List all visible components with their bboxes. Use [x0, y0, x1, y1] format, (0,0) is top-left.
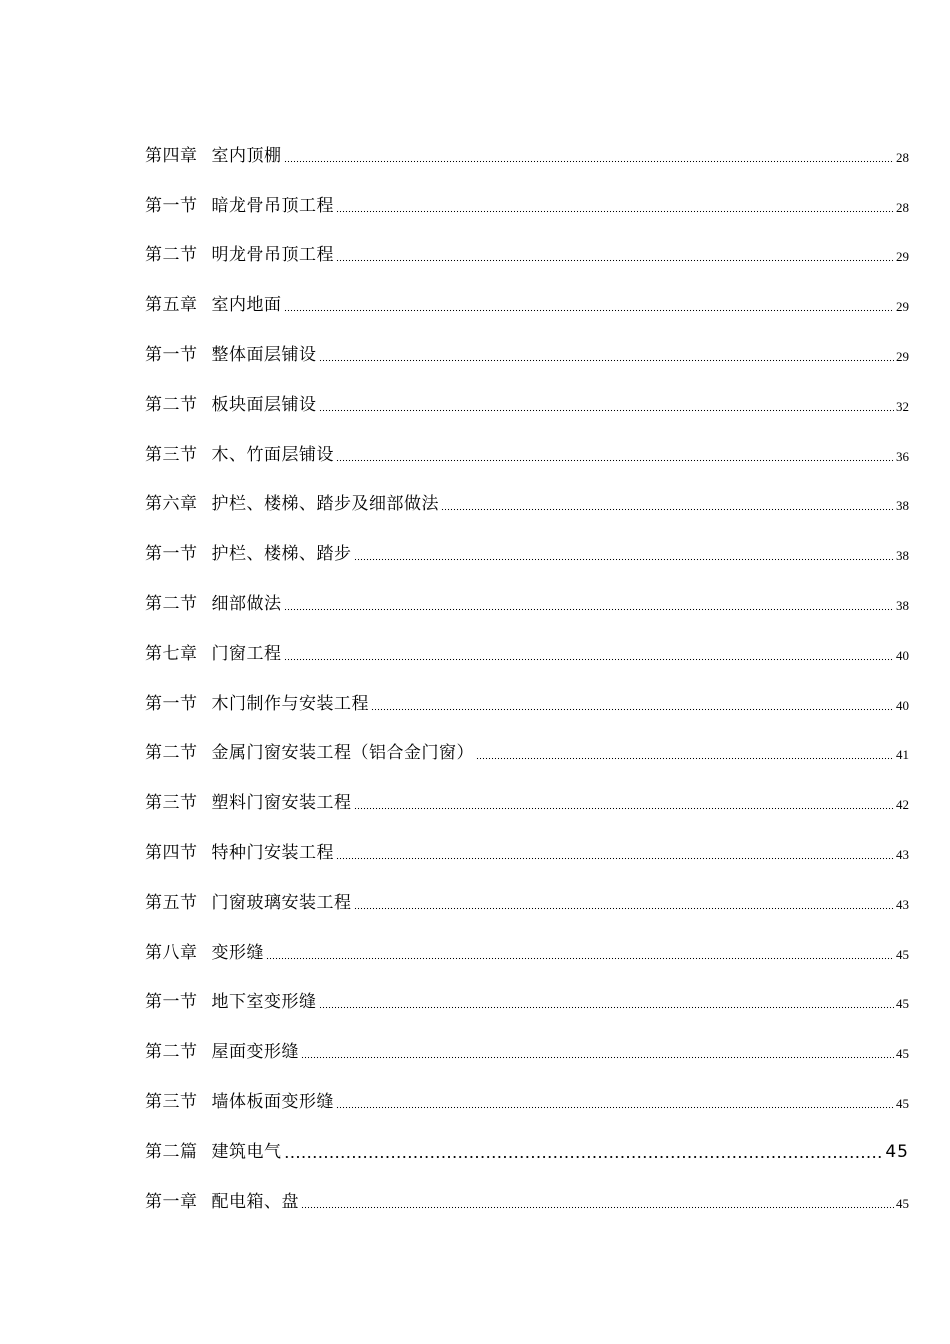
toc-entry-page: 38 — [896, 597, 909, 613]
toc-dot-leader — [476, 757, 894, 760]
toc-entry-page: 28 — [896, 149, 909, 165]
toc-entry-number: 第七章 — [145, 643, 198, 664]
toc-entry[interactable] — [145, 386, 909, 436]
toc-dot-leader — [336, 259, 894, 262]
toc-entry[interactable] — [145, 486, 909, 536]
toc-entry-title: 室内顶棚 — [211, 145, 282, 166]
toc-entry-page: 42 — [896, 797, 909, 813]
toc-dot-leader — [441, 508, 894, 511]
toc-entry-title: 板块面层铺设 — [211, 394, 317, 415]
table-of-contents — [145, 137, 909, 1233]
toc-entry-title: 护栏、楼梯、踏步 — [211, 544, 352, 565]
toc-entry[interactable] — [145, 436, 909, 486]
toc-entry-page: 45 — [896, 1046, 909, 1062]
toc-entry-number: 第一节 — [145, 693, 198, 714]
toc-entry-title: 屋面变形缝 — [211, 1042, 299, 1063]
toc-entry-number: 第一节 — [145, 195, 198, 216]
toc-dot-leader — [371, 708, 894, 711]
toc-dot-leader — [301, 1056, 894, 1059]
toc-dot-leader — [336, 857, 894, 860]
toc-entry-title: 建筑电气 — [211, 1141, 282, 1162]
toc-entry-title: 变形缝 — [211, 942, 264, 963]
toc-entry-page: 38 — [896, 548, 909, 564]
toc-entry-title: 墙体板面变形缝 — [211, 1091, 334, 1112]
toc-entry-title: 整体面层铺设 — [211, 344, 317, 365]
toc-entry-number: 第五节 — [145, 892, 198, 913]
toc-entry-page: 43 — [896, 846, 909, 862]
toc-dot-leader — [284, 309, 895, 312]
toc-entry[interactable] — [145, 187, 909, 237]
toc-entry-page: 38 — [896, 498, 909, 514]
toc-entry[interactable] — [145, 784, 909, 834]
toc-entry-page: 40 — [896, 647, 909, 663]
toc-entry[interactable] — [145, 934, 909, 984]
toc-entry-page: 45 — [896, 996, 909, 1012]
toc-entry-title: 明龙骨吊顶工程 — [211, 245, 334, 266]
toc-entry-page: 29 — [896, 299, 909, 315]
toc-entry-number: 第二节 — [145, 245, 198, 266]
toc-entry-title: 室内地面 — [211, 295, 282, 316]
toc-entry-part[interactable] — [145, 1133, 909, 1183]
toc-entry-number: 第四章 — [145, 145, 198, 166]
toc-dot-leader — [354, 907, 895, 910]
toc-entry-number: 第三节 — [145, 444, 198, 465]
toc-entry-page: 28 — [896, 199, 909, 215]
toc-dot-leader — [336, 459, 894, 462]
toc-entry-number: 第一节 — [145, 992, 198, 1013]
toc-entry-title: 木、竹面层铺设 — [211, 444, 334, 465]
toc-entry-title: 金属门窗安装工程（铝合金门窗） — [211, 743, 474, 764]
toc-dot-leader — [284, 658, 895, 661]
toc-entry-number: 第五章 — [145, 295, 198, 316]
toc-entry-number: 第二节 — [145, 743, 198, 764]
toc-entry-page: 36 — [896, 448, 909, 464]
toc-dot-leader — [336, 1106, 894, 1109]
toc-entry-page: 45 — [896, 946, 909, 962]
toc-entry-number: 第二节 — [145, 394, 198, 415]
toc-entry[interactable] — [145, 237, 909, 287]
toc-entry-title: 地下室变形缝 — [211, 992, 317, 1013]
toc-entry-title: 暗龙骨吊顶工程 — [211, 195, 334, 216]
toc-entry-number: 第二节 — [145, 593, 198, 614]
toc-entry-number: 第六章 — [145, 494, 198, 515]
toc-dot-leader — [266, 957, 894, 960]
toc-entry[interactable] — [145, 336, 909, 386]
toc-entry-title: 护栏、楼梯、踏步及细部做法 — [211, 494, 439, 515]
toc-dot-leader — [354, 558, 895, 561]
toc-entry-number: 第二篇 — [145, 1141, 198, 1162]
toc-entry-page: 40 — [896, 697, 909, 713]
toc-dot-leader — [284, 1155, 884, 1159]
toc-entry-title: 门窗工程 — [211, 643, 282, 664]
toc-entry[interactable] — [145, 635, 909, 685]
toc-entry-page: 43 — [896, 896, 909, 912]
toc-dot-leader — [284, 160, 895, 163]
toc-entry-number: 第三节 — [145, 793, 198, 814]
toc-dot-leader — [319, 409, 895, 412]
toc-entry[interactable] — [145, 834, 909, 884]
toc-entry[interactable] — [145, 735, 909, 785]
toc-entry-number: 第一节 — [145, 544, 198, 565]
toc-entry-title: 配电箱、盘 — [211, 1191, 299, 1212]
toc-entry-number: 第四节 — [145, 842, 198, 863]
toc-entry-number: 第三节 — [145, 1091, 198, 1112]
toc-entry[interactable] — [145, 1033, 909, 1083]
toc-entry-page: 45 — [885, 1141, 909, 1162]
toc-entry[interactable] — [145, 984, 909, 1034]
toc-entry[interactable] — [145, 1083, 909, 1133]
toc-entry-title: 塑料门窗安装工程 — [211, 793, 352, 814]
toc-dot-leader — [284, 608, 895, 611]
toc-entry-title: 木门制作与安装工程 — [211, 693, 369, 714]
toc-entry[interactable] — [145, 585, 909, 635]
toc-entry-page: 32 — [896, 398, 909, 414]
toc-entry-title: 特种门安装工程 — [211, 842, 334, 863]
toc-entry-page: 29 — [896, 249, 909, 265]
toc-entry[interactable] — [145, 535, 909, 585]
toc-entry-page: 45 — [896, 1195, 909, 1211]
toc-entry-number: 第二节 — [145, 1042, 198, 1063]
toc-entry[interactable] — [145, 884, 909, 934]
toc-dot-leader — [354, 807, 895, 810]
toc-entry-page: 29 — [896, 348, 909, 364]
toc-dot-leader — [319, 359, 895, 362]
toc-entry[interactable] — [145, 137, 909, 187]
toc-entry-page: 41 — [896, 747, 909, 763]
toc-entry[interactable] — [145, 286, 909, 336]
toc-entry[interactable] — [145, 685, 909, 735]
toc-entry-page: 45 — [896, 1095, 909, 1111]
toc-entry-title: 细部做法 — [211, 593, 282, 614]
toc-entry-number: 第一章 — [145, 1191, 198, 1212]
toc-entry-number: 第一节 — [145, 344, 198, 365]
toc-entry-title: 门窗玻璃安装工程 — [211, 892, 352, 913]
toc-entry-number: 第八章 — [145, 942, 198, 963]
toc-dot-leader — [336, 210, 894, 213]
toc-dot-leader — [301, 1206, 894, 1209]
toc-entry[interactable] — [145, 1183, 909, 1233]
toc-dot-leader — [319, 1006, 895, 1009]
